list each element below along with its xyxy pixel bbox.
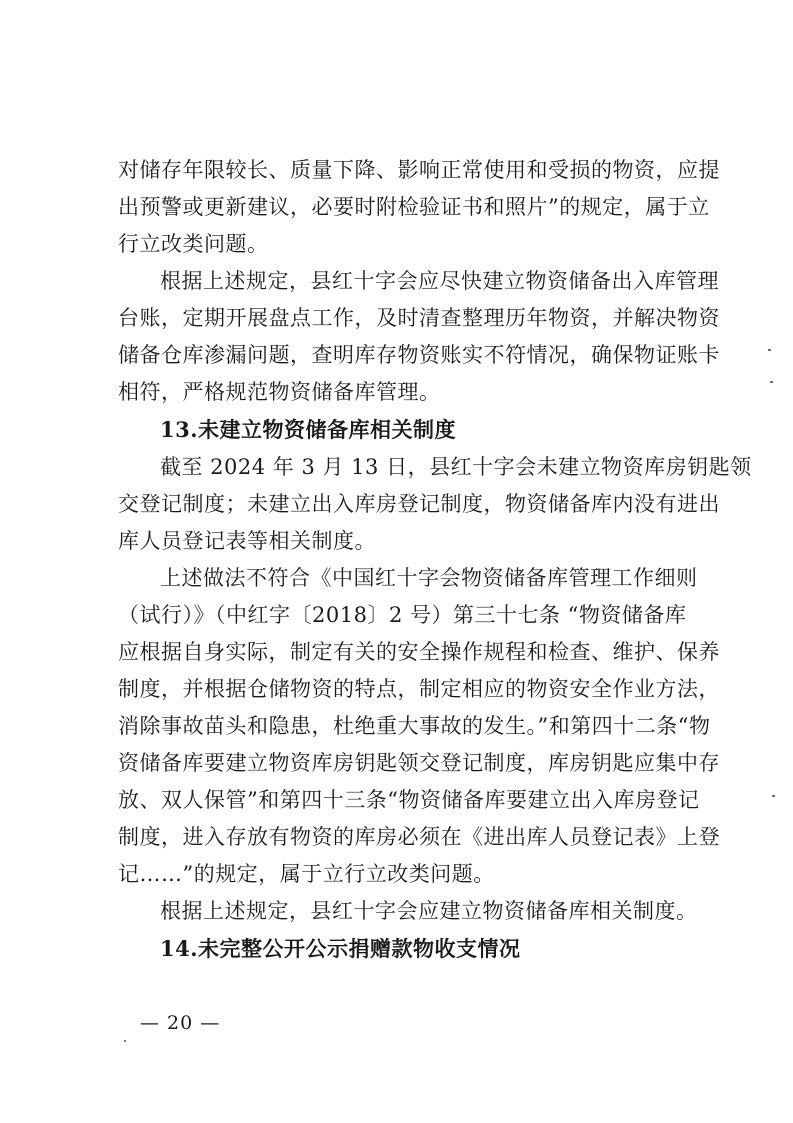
body-line-12: 上述做法不符合《中国红十字会物资储备库管理工作细则 [160,566,698,590]
body-line-21: 根据上述规定，县红十字会应建立物资储备库相关制度。 [160,899,698,923]
body-line-9: 截至 2024 年 3 月 13 日，县红十字会未建立物资库房钥匙领 [160,455,752,479]
page-number: — 20 — [140,1012,221,1034]
scan-speck [772,795,775,797]
body-line-10: 交登记制度；未建立出入库房登记制度，物资储备库内没有进出 [118,492,720,516]
body-line-20: 记……”的规定，属于立行立改类问题。 [118,862,495,886]
body-line-4: 根据上述规定，县红十字会应尽快建立物资储备出入库管理 [160,269,719,293]
body-line-14: 应根据自身实际，制定有关的安全操作规程和检查、维护、保养 [118,640,720,664]
body-line-16: 消除事故苗头和隐患，杜绝重大事故的发生。”和第四十二条“物 [118,714,711,738]
body-line-13: （试行）》（中红字〔2018〕2 号）第三十七条 “物资储备库 [118,603,687,627]
body-line-2: 出预警或更新建议，必要时附检验证书和照片”的规定，属于立 [118,195,710,219]
section-heading-13: 13.未建立物资储备库相关制度 [160,417,457,442]
body-line-7: 相符，严格规范物资储备库管理。 [118,380,441,404]
body-line-5: 台账，定期开展盘点工作，及时清查整理历年物资，并解决物资 [118,306,720,330]
body-line-18: 放、双人保管”和第四十三条“物资储备库要建立出入库房登记 [118,788,700,812]
body-line-17: 资储备库要建立物资库房钥匙领交登记制度，库房钥匙应集中存 [118,751,720,775]
body-line-11: 库人员登记表等相关制度。 [118,529,376,553]
body-line-19: 制度，进入存放有物资的库房必须在《进出库人员登记表》上登 [118,825,720,849]
body-line-1: 对储存年限较长、质量下降、影响正常使用和受损的物资，应提 [118,158,720,182]
section-heading-14: 14.未完整公开公示捐赠款物收支情况 [160,936,521,961]
scan-speck [770,381,773,383]
body-line-3: 行立改类问题。 [118,232,269,256]
scan-speck [124,1040,126,1042]
scan-speck [768,349,771,351]
body-line-6: 储备仓库渗漏问题，查明库存物资账实不符情况，确保物证账卡 [118,343,720,367]
body-line-15: 制度，并根据仓储物资的特点，制定相应的物资安全作业方法， [118,677,720,701]
